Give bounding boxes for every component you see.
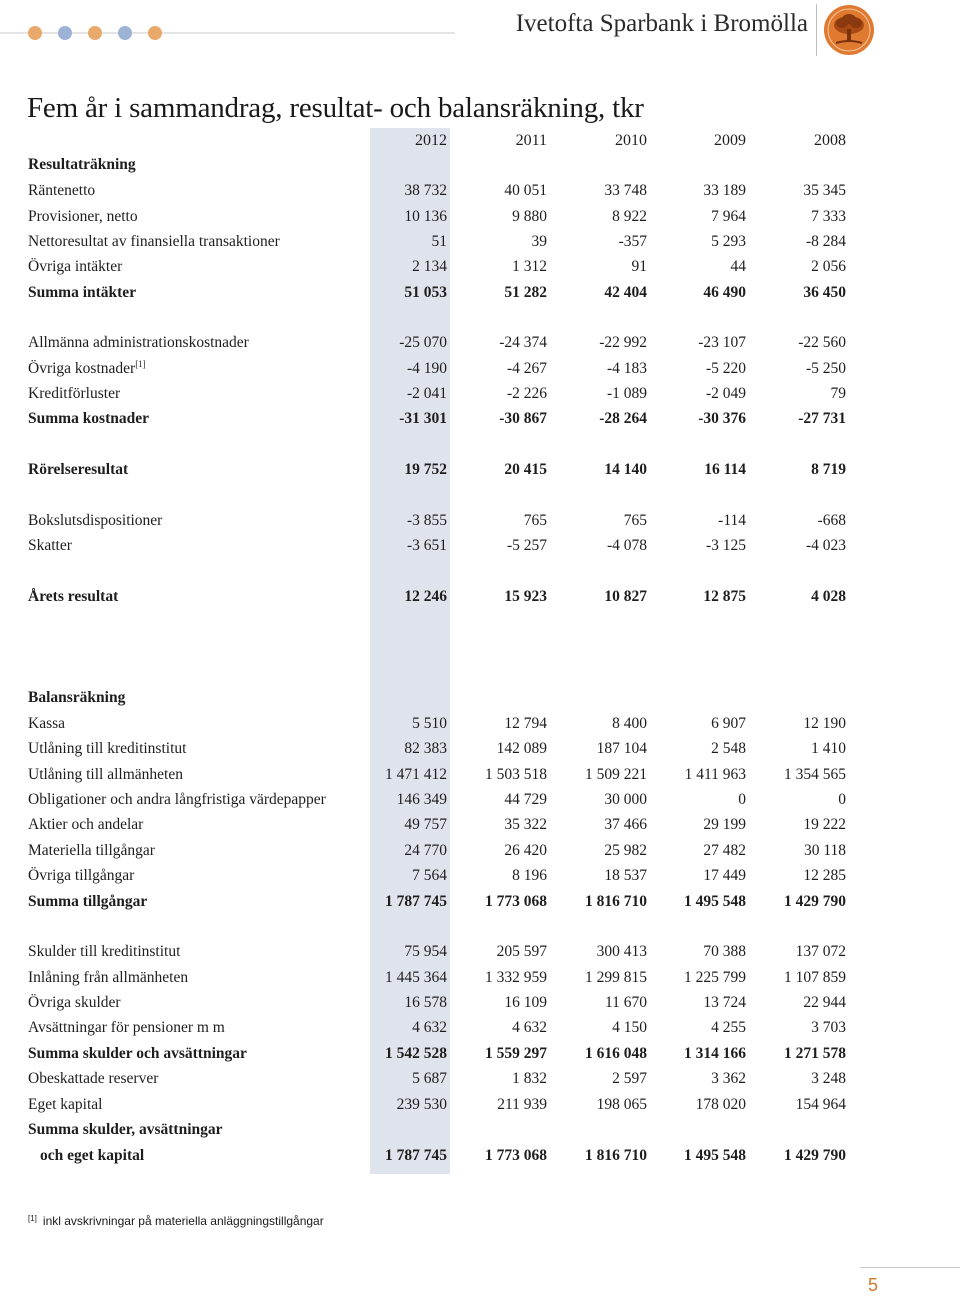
table-row [0, 863, 960, 888]
table-row [0, 787, 960, 812]
row-label: Räntenetto [28, 182, 96, 199]
row-value: 765 [523, 512, 547, 529]
row-value: 211 939 [497, 1096, 547, 1113]
row-value: 1 616 048 [585, 1045, 647, 1062]
row-value: 1 495 548 [684, 1147, 746, 1164]
row-label: Inlåning från allmänheten [28, 969, 189, 986]
row-value: -27 731 [798, 410, 846, 427]
row-value: 1 225 799 [684, 969, 746, 986]
row-value: 1 787 745 [385, 1147, 447, 1164]
row-value: 10 136 [404, 208, 447, 225]
row-value: -4 183 [606, 360, 647, 377]
footnote [28, 1214, 324, 1228]
row-label: Balansräkning [28, 689, 126, 706]
table-row [0, 762, 960, 787]
row-value: 5 510 [412, 715, 447, 732]
row-label: Resultaträkning [28, 156, 136, 173]
table-row [0, 406, 960, 431]
row-value: 4 632 [412, 1019, 447, 1036]
row-value: 1 107 859 [784, 969, 846, 986]
row-value: 13 724 [703, 994, 746, 1011]
table-row [0, 584, 960, 609]
row-value: 35 322 [504, 816, 547, 833]
row-value: 8 922 [612, 208, 647, 225]
table-row [0, 812, 960, 837]
row-value: -4 023 [805, 537, 846, 554]
row-value: 9 880 [512, 208, 547, 225]
table-row [0, 1092, 960, 1117]
table-row [0, 152, 960, 177]
row-label: Avsättningar för pensioner m m [28, 1019, 225, 1036]
row-value: 10 827 [604, 588, 647, 605]
table-row [0, 381, 960, 406]
row-value: 1 354 565 [784, 766, 846, 783]
dot-icon [88, 26, 102, 40]
footnote-text: inkl avskrivningar på materiella anläggningstillgångar [42, 1214, 324, 1228]
row-value: 1 559 297 [485, 1045, 547, 1062]
row-value: 17 449 [703, 867, 746, 884]
row-label: Summa skulder och avsättningar [28, 1045, 247, 1062]
row-value: 20 415 [504, 461, 547, 478]
row-value: 24 770 [404, 842, 447, 859]
row-value: 4 028 [811, 588, 846, 605]
row-value: 0 [738, 791, 746, 808]
row-value: 1 271 578 [784, 1045, 846, 1062]
row-value: 7 333 [811, 208, 846, 225]
row-value: 146 349 [396, 791, 447, 808]
table-row [0, 1015, 960, 1040]
row-value: 15 923 [504, 588, 547, 605]
row-value: 1 816 710 [585, 1147, 647, 1164]
row-value: -25 070 [399, 334, 447, 351]
row-value: 2 597 [612, 1070, 647, 1087]
row-value: 2 134 [412, 258, 447, 275]
row-value: -30 376 [698, 410, 746, 427]
oak-tree-logo-icon [822, 3, 876, 57]
row-value: 12 794 [504, 715, 547, 732]
row-value: 8 719 [811, 461, 846, 478]
row-value: 1 542 528 [385, 1045, 447, 1062]
row-label: och eget kapital [40, 1147, 145, 1164]
row-value: 35 345 [803, 182, 846, 199]
row-label: Övriga kostnader[1] [28, 359, 146, 377]
row-value: 12 285 [803, 867, 846, 884]
row-value: 18 537 [604, 867, 647, 884]
row-value: -24 374 [499, 334, 547, 351]
row-value: 1 773 068 [485, 893, 547, 910]
table-row [0, 178, 960, 203]
table-row [0, 1143, 960, 1168]
row-value: 79 [830, 385, 846, 402]
row-label: Årets resultat [28, 588, 119, 605]
row-value: 82 383 [404, 740, 447, 757]
dot-icon [28, 26, 42, 40]
row-value: 14 140 [604, 461, 647, 478]
row-label: Övriga tillgångar [28, 867, 135, 884]
row-value: 1 509 221 [585, 766, 647, 783]
row-value: 70 388 [703, 943, 746, 960]
row-value: 44 [730, 258, 746, 275]
row-label: Summa skulder, avsättningar [28, 1121, 223, 1138]
row-value: 4 150 [612, 1019, 647, 1036]
row-value: 1 787 745 [385, 893, 447, 910]
row-value: 12 190 [803, 715, 846, 732]
row-value: 1 832 [512, 1070, 547, 1087]
row-value: 1 495 548 [684, 893, 746, 910]
row-value: 11 670 [604, 994, 647, 1011]
row-label: Kreditförluster [28, 385, 121, 402]
row-value: 142 089 [496, 740, 547, 757]
year-header: 2010 [615, 132, 647, 149]
row-label: Materiella tillgångar [28, 842, 155, 859]
row-label: Obligationer och andra långfristiga värdepapper [28, 791, 326, 808]
row-value: 27 482 [703, 842, 746, 859]
row-value: 22 944 [803, 994, 846, 1011]
table-row [0, 939, 960, 964]
row-value: 51 282 [504, 284, 547, 301]
row-value: 75 954 [404, 943, 447, 960]
table-row [0, 229, 960, 254]
table-row [0, 356, 960, 381]
table-row [0, 1066, 960, 1091]
table-row [0, 533, 960, 558]
row-value: 205 597 [496, 943, 547, 960]
row-value: 1 445 364 [385, 969, 447, 986]
row-value: -3 651 [406, 537, 447, 554]
row-value: 16 114 [704, 461, 746, 478]
row-value: 36 450 [803, 284, 846, 301]
row-value: 19 752 [404, 461, 447, 478]
row-value: -2 226 [506, 385, 547, 402]
row-value: 7 564 [412, 867, 447, 884]
row-label: Utlåning till kreditinstitut [28, 740, 187, 757]
year-header: 2009 [714, 132, 746, 149]
row-value: -114 [718, 512, 746, 529]
row-value: 29 199 [703, 816, 746, 833]
row-value: 49 757 [404, 816, 447, 833]
decorative-dots [28, 26, 162, 40]
row-label: Nettoresultat av finansiella transaktioner [28, 233, 280, 250]
table-row [0, 736, 960, 761]
footnote-marker: [1] [28, 1214, 37, 1223]
table-row [0, 990, 960, 1015]
table-row [0, 254, 960, 279]
row-value: 1 411 963 [684, 766, 746, 783]
table-row [0, 889, 960, 914]
page-header [0, 0, 960, 70]
year-header-row [0, 128, 960, 153]
row-value: 154 964 [795, 1096, 846, 1113]
row-value: 137 072 [795, 943, 846, 960]
row-value: 1 471 412 [385, 766, 447, 783]
row-label: Aktier och andelar [28, 816, 144, 833]
row-value: -22 992 [599, 334, 647, 351]
page-number-rule [860, 1267, 960, 1268]
row-value: 38 732 [404, 182, 447, 199]
row-label: Summa tillgångar [28, 893, 148, 910]
row-value: -4 190 [406, 360, 447, 377]
row-value: 178 020 [695, 1096, 746, 1113]
row-value: -23 107 [698, 334, 746, 351]
row-value: 30 118 [803, 842, 846, 859]
row-value: 7 964 [711, 208, 746, 225]
row-value: 6 907 [711, 715, 746, 732]
row-value: -3 125 [705, 537, 746, 554]
table-row [0, 711, 960, 736]
row-value: 39 [531, 233, 547, 250]
row-label: Skulder till kreditinstitut [28, 943, 181, 960]
dot-icon [118, 26, 132, 40]
row-value: 8 196 [512, 867, 547, 884]
dot-icon [58, 26, 72, 40]
row-label: Rörelseresultat [28, 461, 129, 478]
row-value: 33 748 [604, 182, 647, 199]
row-value: 1 816 710 [585, 893, 647, 910]
row-value: 2 548 [711, 740, 746, 757]
table-row [0, 685, 960, 710]
row-value: 26 420 [504, 842, 547, 859]
row-value: 42 404 [604, 284, 647, 301]
row-value: 19 222 [803, 816, 846, 833]
row-value: 3 703 [811, 1019, 846, 1036]
row-value: 187 104 [596, 740, 647, 757]
table-row [0, 330, 960, 355]
row-value: 2 056 [811, 258, 846, 275]
row-value: -3 855 [406, 512, 447, 529]
table-row [0, 457, 960, 482]
page-number: 5 [868, 1275, 879, 1295]
row-value: -28 264 [599, 410, 647, 427]
row-value: -5 257 [506, 537, 547, 554]
row-value: 37 466 [604, 816, 647, 833]
row-value: 239 530 [396, 1096, 447, 1113]
row-value: 765 [623, 512, 647, 529]
row-value: -357 [618, 233, 647, 250]
row-value: 40 051 [504, 182, 547, 199]
row-value: 1 429 790 [784, 893, 846, 910]
row-value: 46 490 [703, 284, 746, 301]
row-value: -31 301 [399, 410, 447, 427]
row-value: 3 362 [711, 1070, 746, 1087]
row-label: Summa kostnader [28, 410, 150, 427]
row-value: 1 314 166 [684, 1045, 746, 1062]
row-value: 3 248 [811, 1070, 846, 1087]
row-value: -5 250 [805, 360, 846, 377]
year-header: 2008 [814, 132, 846, 149]
bank-name: Ivetofta Sparbank i Bromölla [515, 10, 808, 37]
dot-icon [148, 26, 162, 40]
row-value: -1 089 [606, 385, 647, 402]
row-value: 1 299 815 [585, 969, 647, 986]
row-label: Allmänna administrationskostnader [28, 334, 249, 351]
row-value: 4 255 [711, 1019, 746, 1036]
table-row [0, 1117, 960, 1142]
row-value: 5 687 [412, 1070, 447, 1087]
row-value: -4 267 [506, 360, 547, 377]
row-value: 1 503 518 [485, 766, 547, 783]
row-label: Kassa [28, 715, 66, 732]
row-label: Övriga intäkter [28, 258, 123, 275]
row-value: -2 049 [705, 385, 746, 402]
row-value: -668 [817, 512, 846, 529]
row-value: -4 078 [606, 537, 647, 554]
row-label: Eget kapital [28, 1096, 103, 1113]
header-divider [816, 4, 817, 56]
row-value: 51 [431, 233, 447, 250]
page-title: Fem år i sammandrag, resultat- och balansräkning, tkr [27, 92, 644, 124]
row-value: 1 773 068 [485, 1147, 547, 1164]
row-value: 30 000 [604, 791, 647, 808]
row-label: Utlåning till allmänheten [28, 766, 183, 783]
year-header: 2012 [415, 132, 447, 149]
row-value: 44 729 [504, 791, 547, 808]
row-value: 4 632 [512, 1019, 547, 1036]
row-value: 1 312 [512, 258, 547, 275]
row-value: -5 220 [705, 360, 746, 377]
row-label: Skatter [28, 537, 72, 554]
row-value: 16 109 [504, 994, 547, 1011]
row-value: 198 065 [596, 1096, 647, 1113]
row-label: Summa intäkter [28, 284, 137, 301]
table-row [0, 1041, 960, 1066]
row-value: -30 867 [499, 410, 547, 427]
table-row [0, 965, 960, 990]
row-value: 1 410 [811, 740, 846, 757]
row-value: 0 [838, 791, 846, 808]
row-value: 5 293 [711, 233, 746, 250]
row-value: 25 982 [604, 842, 647, 859]
row-value: 12 246 [404, 588, 447, 605]
row-value: 91 [631, 258, 647, 275]
row-value: 33 189 [703, 182, 746, 199]
row-value: 16 578 [404, 994, 447, 1011]
row-value: 51 053 [404, 284, 447, 301]
row-value: 1 332 959 [485, 969, 547, 986]
row-value: -8 284 [805, 233, 846, 250]
footnote-reference: [1] [135, 359, 146, 369]
row-value: -2 041 [406, 385, 447, 402]
year-header: 2011 [515, 132, 547, 149]
row-value: 8 400 [612, 715, 647, 732]
row-label: Övriga skulder [28, 994, 121, 1011]
row-label: Bokslutsdispositioner [28, 512, 163, 529]
table-row [0, 204, 960, 229]
table-row [0, 280, 960, 305]
row-value: 12 875 [703, 588, 746, 605]
row-value: -22 560 [798, 334, 846, 351]
table-row [0, 508, 960, 533]
row-value: 300 413 [596, 943, 647, 960]
table-row [0, 838, 960, 863]
row-value: 1 429 790 [784, 1147, 846, 1164]
row-label: Provisioner, netto [28, 208, 138, 225]
row-label: Obeskattade reserver [28, 1070, 159, 1087]
